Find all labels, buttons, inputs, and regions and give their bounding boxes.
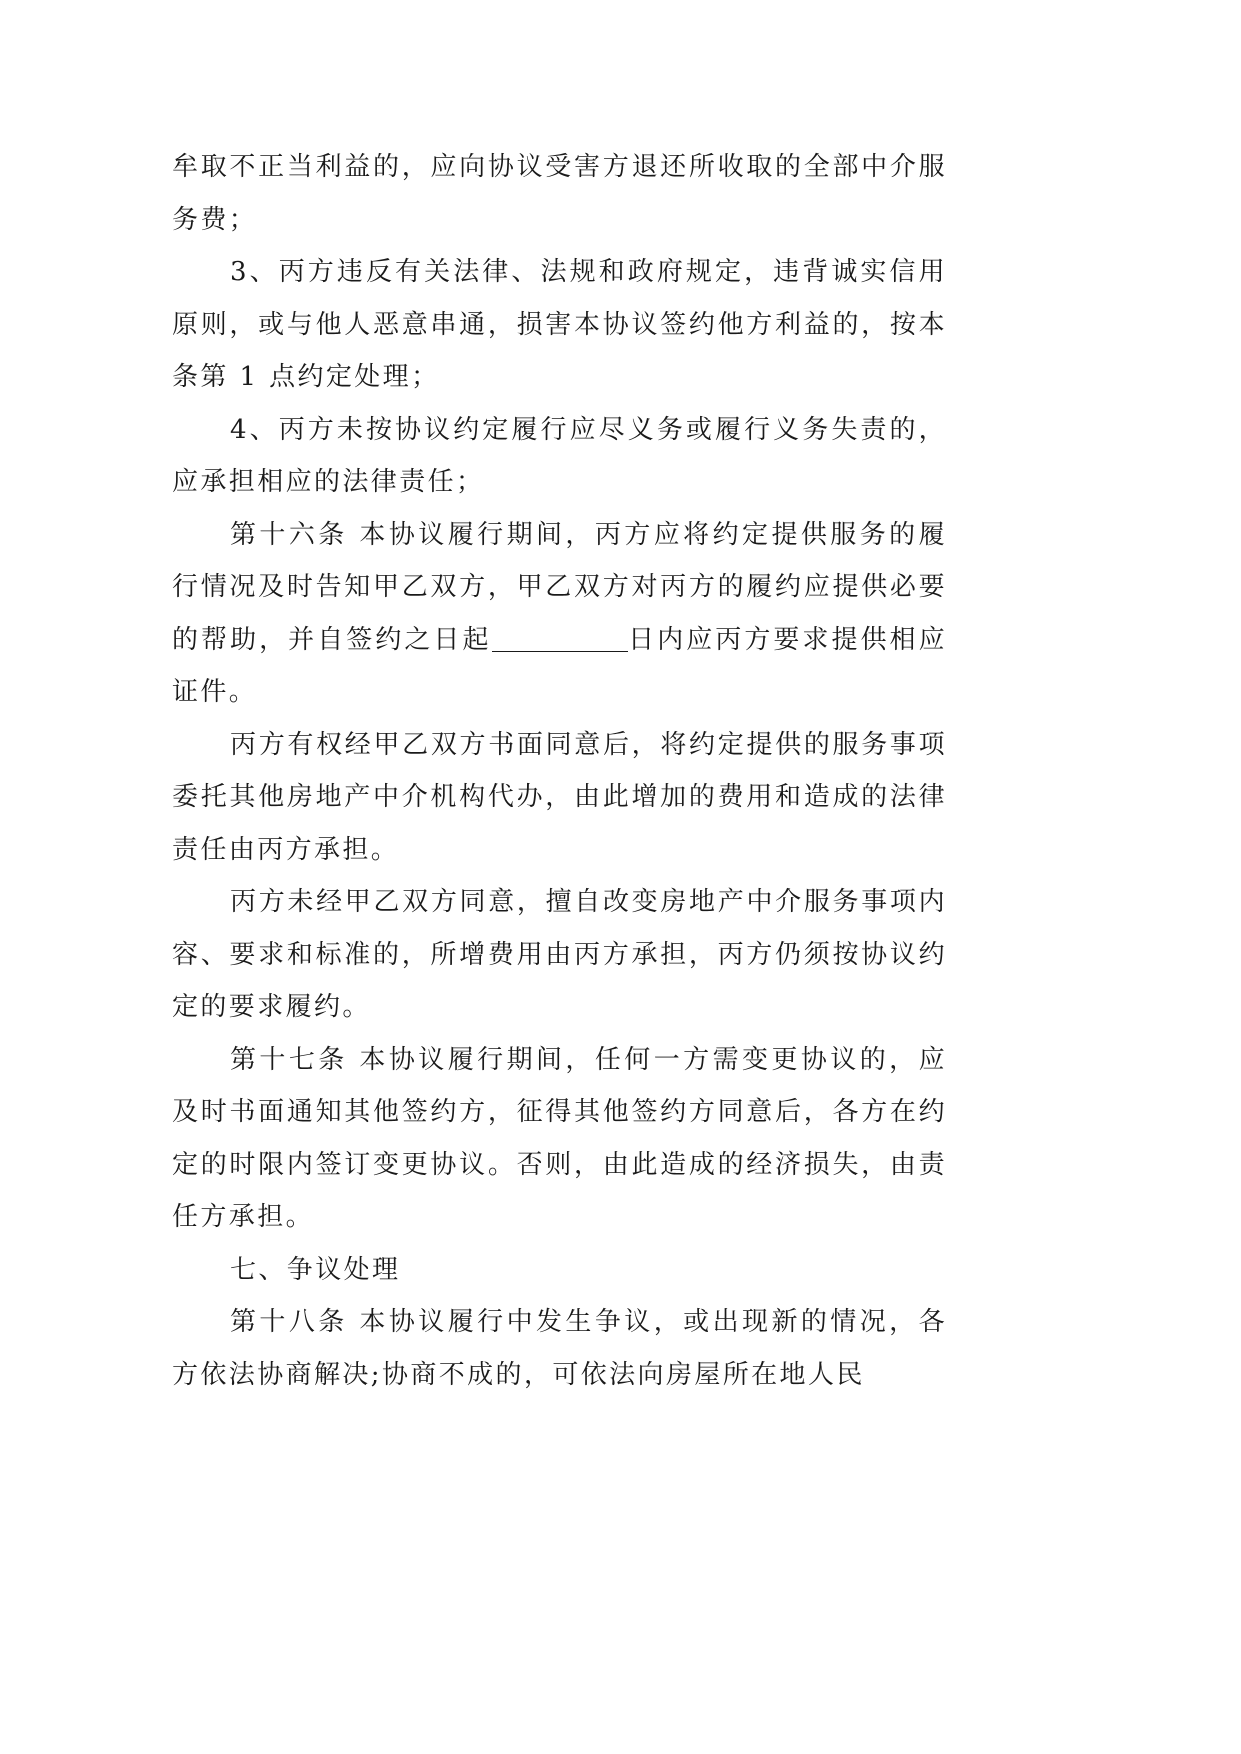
paragraph-clause-4: 4、丙方未按协议约定履行应尽义务或履行义务失责的，应承担相应的法律责任； (172, 414, 947, 497)
article-16-text-after: 日内应丙方要求提供相应证件。 (172, 624, 947, 707)
paragraph-clause-3: 3、丙方违反有关法律、法规和政府规定，违背诚实信用原则，或与他人恶意串通，损害本协议签约他方利益的，按本条第 1 点约定处理； (172, 257, 947, 392)
paragraph-continuation: 牟取不正当利益的，应向协议受害方退还所收取的全部中介服务费； (172, 152, 947, 235)
paragraph-article-17: 第十七条 本协议履行期间，任何一方需变更协议的，应及时书面通知其他签约方，征得其他签约方同意后，各方在约定的时限内签订变更协议。否则，由此造成的经济损失，由责任方承担。 (172, 1044, 947, 1232)
paragraph-article-18: 第十八条 本协议履行中发生争议，或出现新的情况，各方依法协商解决;协商不成的，可依法向房屋所在地人民 (172, 1307, 947, 1390)
fill-in-blank-days (492, 621, 628, 652)
paragraph-article-16 (172, 509, 947, 719)
paragraph-unauthorized-change: 丙方未经甲乙双方同意，擅自改变房地产中介服务事项内容、要求和标准的，所增费用由丙方承担，丙方仍须按协议约定的要求履约。 (172, 887, 947, 1022)
section-heading-dispute: 七、争议处理 (230, 1254, 401, 1285)
document-body (172, 141, 947, 1401)
article-16-text-before: 第十六条 本协议履行期间，丙方应将约定提供服务的履行情况及时告知甲乙双方，甲乙双方对丙方的履约应提供必要的帮助，并自签约之日起 (172, 519, 947, 655)
paragraph-delegation: 丙方有权经甲乙双方书面同意后，将约定提供的服务事项委托其他房地产中介机构代办，由此增加的费用和造成的法律责任由丙方承担。 (172, 729, 947, 865)
